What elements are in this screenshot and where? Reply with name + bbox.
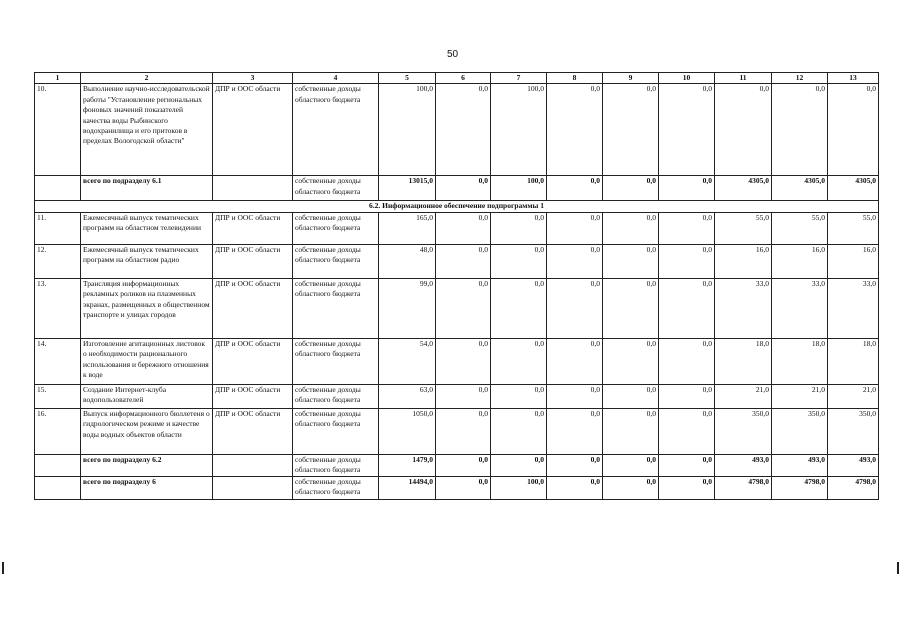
value-col-12: 350,0 [772, 408, 828, 454]
column-header-10: 10 [659, 73, 715, 84]
table-body [35, 84, 879, 499]
value-col-9: 0,0 [603, 408, 659, 454]
section-title: 6.2. Информационное обеспечение подпрограммы 1 [35, 201, 879, 212]
value-col-10: 0,0 [659, 454, 715, 476]
value-col-9: 0,0 [603, 84, 659, 176]
value-col-10: 0,0 [659, 476, 715, 499]
value-col-8: 0,0 [547, 454, 603, 476]
subtotal-row [35, 176, 879, 201]
column-header-6: 6 [436, 73, 491, 84]
value-col-5: 54,0 [379, 338, 436, 384]
value-col-11: 493,0 [715, 454, 772, 476]
value-col-10: 0,0 [659, 408, 715, 454]
row-number: 16. [35, 408, 81, 454]
value-col-6: 0,0 [436, 454, 491, 476]
executor: ДПР и ООС области [213, 278, 293, 338]
column-header-2: 2 [81, 73, 213, 84]
activity-name: Ежемесячный выпуск тематических программ на областном радио [81, 244, 213, 278]
executor [213, 176, 293, 201]
value-col-10: 0,0 [659, 212, 715, 244]
executor: ДПР и ООС области [213, 244, 293, 278]
value-col-13: 21,0 [828, 384, 879, 408]
value-col-8: 0,0 [547, 384, 603, 408]
activity-name: Выполнение научно-исследовательской работы "Установление региональных фоновых значений показателей качества воды Рыбинского водохранилища и его притоков в пределах Вологодской области" [81, 84, 213, 176]
value-col-7: 0,0 [491, 244, 547, 278]
subtotal-row [35, 454, 879, 476]
table-row [35, 384, 879, 408]
value-col-12: 493,0 [772, 454, 828, 476]
row-number: 13. [35, 278, 81, 338]
activity-name: Изготовление агитационных листовок о необходимости рационального использования и бережного отношения к воде [81, 338, 213, 384]
funding-source: собственные доходы областного бюджета [293, 384, 379, 408]
value-col-13: 18,0 [828, 338, 879, 384]
value-col-9: 0,0 [603, 338, 659, 384]
value-col-8: 0,0 [547, 176, 603, 201]
funding-source: собственные доходы областного бюджета [293, 212, 379, 244]
activity-name: всего по подразделу 6 [81, 476, 213, 499]
subtotal-row [35, 476, 879, 499]
column-header-1: 1 [35, 73, 81, 84]
activity-name: Ежемесячный выпуск тематических программ на областном телевидении [81, 212, 213, 244]
column-header-7: 7 [491, 73, 547, 84]
value-col-11: 21,0 [715, 384, 772, 408]
row-number: 12. [35, 244, 81, 278]
value-col-6: 0,0 [436, 84, 491, 176]
value-col-7: 0,0 [491, 454, 547, 476]
executor: ДПР и ООС области [213, 212, 293, 244]
funding-source: собственные доходы областного бюджета [293, 454, 379, 476]
header-row [35, 73, 879, 84]
value-col-6: 0,0 [436, 278, 491, 338]
value-col-6: 0,0 [436, 408, 491, 454]
value-col-11: 350,0 [715, 408, 772, 454]
value-col-5: 165,0 [379, 212, 436, 244]
value-col-10: 0,0 [659, 176, 715, 201]
value-col-7: 100,0 [491, 84, 547, 176]
value-col-10: 0,0 [659, 84, 715, 176]
value-col-13: 4798,0 [828, 476, 879, 499]
value-col-9: 0,0 [603, 244, 659, 278]
column-header-13: 13 [828, 73, 879, 84]
value-col-11: 4798,0 [715, 476, 772, 499]
activity-name: Трансляция информационных рекламных роликов на плазменных экранах, размещенных в общественном транспорте и улицах городов [81, 278, 213, 338]
value-col-8: 0,0 [547, 408, 603, 454]
table-row [35, 244, 879, 278]
value-col-13: 16,0 [828, 244, 879, 278]
value-col-9: 0,0 [603, 278, 659, 338]
value-col-9: 0,0 [603, 476, 659, 499]
value-col-7: 0,0 [491, 278, 547, 338]
value-col-9: 0,0 [603, 176, 659, 201]
section-header-row [35, 201, 879, 212]
column-header-5: 5 [379, 73, 436, 84]
value-col-13: 4305,0 [828, 176, 879, 201]
value-col-5: 1050,0 [379, 408, 436, 454]
executor: ДПР и ООС области [213, 84, 293, 176]
value-col-11: 16,0 [715, 244, 772, 278]
value-col-11: 0,0 [715, 84, 772, 176]
budget-table [34, 72, 879, 500]
column-header-11: 11 [715, 73, 772, 84]
value-col-11: 55,0 [715, 212, 772, 244]
column-header-12: 12 [772, 73, 828, 84]
value-col-13: 33,0 [828, 278, 879, 338]
value-col-7: 100,0 [491, 476, 547, 499]
page-number: 50 [446, 49, 459, 60]
value-col-6: 0,0 [436, 338, 491, 384]
value-col-12: 0,0 [772, 84, 828, 176]
activity-name: Выпуск информационного бюллетеня о гидрологическом режиме и качестве воды водных объектов области [81, 408, 213, 454]
row-number [35, 476, 81, 499]
value-col-12: 4798,0 [772, 476, 828, 499]
funding-source: собственные доходы областного бюджета [293, 476, 379, 499]
value-col-8: 0,0 [547, 338, 603, 384]
table-row [35, 408, 879, 454]
scan-mark-left [2, 562, 4, 574]
funding-source: собственные доходы областного бюджета [293, 408, 379, 454]
value-col-7: 0,0 [491, 212, 547, 244]
value-col-10: 0,0 [659, 338, 715, 384]
value-col-7: 0,0 [491, 408, 547, 454]
funding-source: собственные доходы областного бюджета [293, 84, 379, 176]
value-col-12: 21,0 [772, 384, 828, 408]
row-number: 15. [35, 384, 81, 408]
funding-source: собственные доходы областного бюджета [293, 176, 379, 201]
executor: ДПР и ООС области [213, 408, 293, 454]
value-col-10: 0,0 [659, 244, 715, 278]
value-col-8: 0,0 [547, 476, 603, 499]
value-col-11: 4305,0 [715, 176, 772, 201]
value-col-12: 16,0 [772, 244, 828, 278]
executor [213, 454, 293, 476]
value-col-8: 0,0 [547, 84, 603, 176]
value-col-8: 0,0 [547, 244, 603, 278]
row-number: 10. [35, 84, 81, 176]
value-col-9: 0,0 [603, 454, 659, 476]
value-col-6: 0,0 [436, 476, 491, 499]
value-col-5: 13015,0 [379, 176, 436, 201]
executor: ДПР и ООС области [213, 338, 293, 384]
value-col-11: 33,0 [715, 278, 772, 338]
activity-name: всего по подразделу 6.2 [81, 454, 213, 476]
row-number [35, 454, 81, 476]
value-col-13: 55,0 [828, 212, 879, 244]
executor: ДПР и ООС области [213, 384, 293, 408]
column-header-3: 3 [213, 73, 293, 84]
row-number: 11. [35, 212, 81, 244]
value-col-12: 33,0 [772, 278, 828, 338]
value-col-6: 0,0 [436, 384, 491, 408]
value-col-10: 0,0 [659, 278, 715, 338]
value-col-5: 48,0 [379, 244, 436, 278]
row-number: 14. [35, 338, 81, 384]
value-col-7: 0,0 [491, 338, 547, 384]
row-number [35, 176, 81, 201]
value-col-7: 100,0 [491, 176, 547, 201]
value-col-8: 0,0 [547, 278, 603, 338]
value-col-13: 350,0 [828, 408, 879, 454]
value-col-6: 0,0 [436, 244, 491, 278]
value-col-7: 0,0 [491, 384, 547, 408]
value-col-12: 55,0 [772, 212, 828, 244]
funding-source: собственные доходы областного бюджета [293, 338, 379, 384]
value-col-13: 0,0 [828, 84, 879, 176]
value-col-13: 493,0 [828, 454, 879, 476]
value-col-6: 0,0 [436, 176, 491, 201]
value-col-9: 0,0 [603, 384, 659, 408]
value-col-5: 100,0 [379, 84, 436, 176]
activity-name: всего по подразделу 6.1 [81, 176, 213, 201]
table-row [35, 278, 879, 338]
value-col-5: 63,0 [379, 384, 436, 408]
table-row [35, 84, 879, 176]
value-col-5: 1479,0 [379, 454, 436, 476]
column-header-8: 8 [547, 73, 603, 84]
value-col-10: 0,0 [659, 384, 715, 408]
value-col-9: 0,0 [603, 212, 659, 244]
table-row [35, 338, 879, 384]
activity-name: Создание Интернет-клуба водопользователей [81, 384, 213, 408]
column-header-4: 4 [293, 73, 379, 84]
value-col-11: 18,0 [715, 338, 772, 384]
value-col-6: 0,0 [436, 212, 491, 244]
table-row [35, 212, 879, 244]
value-col-5: 99,0 [379, 278, 436, 338]
executor [213, 476, 293, 499]
scan-mark-right [897, 562, 899, 574]
funding-source: собственные доходы областного бюджета [293, 244, 379, 278]
funding-source: собственные доходы областного бюджета [293, 278, 379, 338]
column-header-9: 9 [603, 73, 659, 84]
value-col-12: 4305,0 [772, 176, 828, 201]
value-col-8: 0,0 [547, 212, 603, 244]
value-col-12: 18,0 [772, 338, 828, 384]
value-col-5: 14494,0 [379, 476, 436, 499]
